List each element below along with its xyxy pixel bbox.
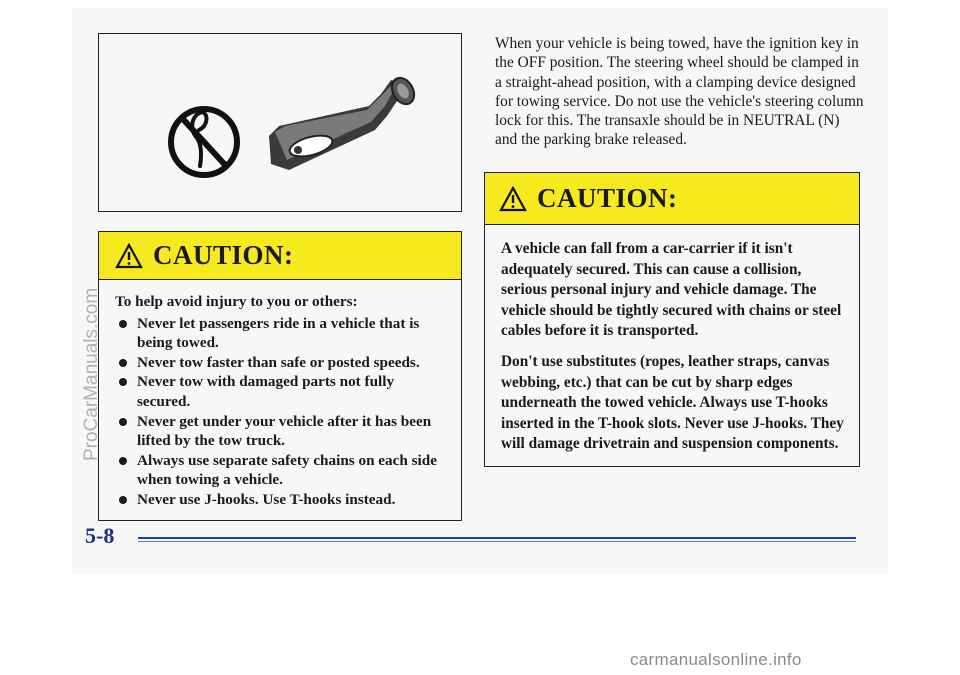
caution-paragraph: A vehicle can fall from a car-carrier if it isn't adequately secured. This can cause a collision, serious personal injury and vehicle damage. The vehicle should be tightly secured with chains or steel cables before it is transported. (501, 240, 842, 340)
caution-box-right (484, 172, 860, 467)
towing-instructions-paragraph: When your vehicle is being towed, have the ignition key in the OFF position. The steering wheel should be clamped in a straight-ahead position, with a clamping device designed for towing service. Do not use the vehicle's steering column lock for this. The transaxle should be in NEUTRAL (N) and the parking brake released. (495, 35, 864, 149)
list-item: Never tow faster than safe or posted speeds. (115, 353, 447, 373)
figure-illustration (99, 34, 461, 211)
no-hook-icon (171, 109, 237, 175)
caution-intro: To help avoid injury to you or others: (115, 293, 358, 310)
caution-header (485, 173, 859, 225)
watermark-side: ProCarManuals.com (81, 287, 102, 461)
caution-bullet-list (115, 314, 447, 510)
list-item: Never let passengers ride in a vehicle that is being towed. (115, 314, 447, 353)
page-number: 5-8 (85, 523, 115, 548)
list-item: Always use separate safety chains on each side when towing a vehicle. (115, 451, 447, 490)
caution-header (99, 232, 461, 280)
caution-box-left (98, 231, 462, 521)
caution-title: CAUTION: (537, 183, 678, 213)
list-item: Never use J-hooks. Use T-hooks instead. (115, 490, 447, 510)
caution-body (485, 225, 859, 455)
list-item: Never get under your vehicle after it has been lifted by the tow truck. (115, 412, 447, 451)
caution-body (99, 280, 461, 510)
footer-rule-thin (138, 541, 856, 542)
towing-figure (98, 33, 462, 212)
caution-paragraph: Don't use substitutes (ropes, leather straps, canvas webbing, etc.) that can be cut by sharp edges underneath the towed vehicle. Always use T-hooks inserted in the T-hook slots. Never use J-hooks. They will damage drivetrain and suspension components. (501, 352, 844, 453)
t-hook-icon (269, 74, 419, 170)
watermark-bottom: carmanualsonline.info (630, 650, 802, 669)
caution-title: CAUTION: (153, 240, 294, 270)
warning-triangle-icon (115, 243, 143, 269)
footer-rule (138, 537, 856, 539)
list-item: Never tow with damaged parts not fully secured. (115, 372, 447, 411)
warning-triangle-icon (499, 186, 527, 212)
